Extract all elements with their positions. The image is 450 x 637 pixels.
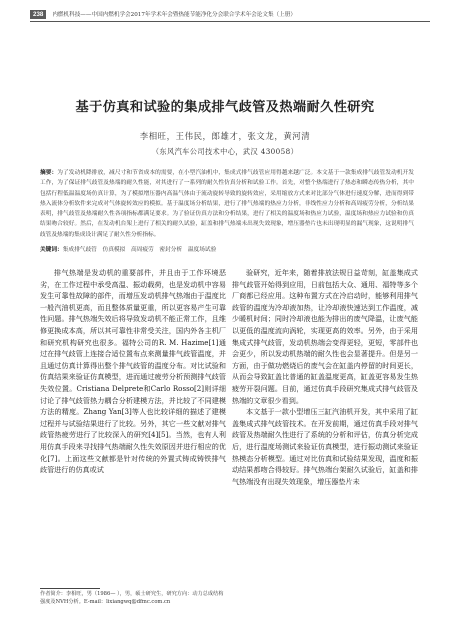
abstract: [40, 168, 414, 240]
affiliation: （东风汽车公司技术中心，武汉 430058）: [151, 147, 299, 156]
body-column-left: [40, 267, 226, 572]
author-footnote: 作者简介：李相旺，男（1986— ），男，硕士研究生，研究方向：动力总成结构强度及NVH分析。E-mail：lixiangwq@dfmc.com.cn: [40, 591, 224, 605]
body-paragraph: 排气热端是发动机的重要部件，并且由于工作环境恶劣，在工作过程中承受高温、振动载荷，也是发动机中容易发生可靠性故障的部件，而增压发动机排气热端由于温度比一般汽油机更高，而且整体质量更重，所以更容易产生可靠性问题。排气热端失效后将导致发动机不能正常工作，且维修更换成本高，所以其可靠性非常受关注，国内外各主机厂和研究机构研究也很多。福特公司的R. M. Hazime[1]通过在排气歧管上连接合适位置布点来测量排气歧管温度，并且通过仿真计算得出整个排气歧管的温度分布。对比试验和仿真结果来验证仿真模型，进而通过疲劳分析预测排气歧管失效位置。Cristiana Delprete和Carlo Rosso[2]则详细讨论了排气歧管热力耦合分析建模方法，并比较了不同建模方法的精度。Zhang Yan[3]等人也比较详细的描述了建模过程并与试验结果进行了比较。另外，其它一些文献对排气歧管热疲劳进行了比较深入的研究[4][5]。当然，也有人利用仿真手段来寻找排气热端耐久性失效原因并进行相应的优化[7]。上面这些文献都是针对传统的外置式铸成铸铁排气歧管进行的仿真或试: [40, 268, 226, 475]
keywords-text: 集成排气歧管 仿真模拟 高周疲劳 密封分析 温度场试验: [62, 247, 217, 253]
abstract-label: 摘要：: [40, 170, 58, 176]
body-paragraph: 本文基于一款小型增压三缸汽油机开发，其中采用了缸盖集成式排气歧管技术。在开发前期，通过仿真手段对排气歧管及热端耐久性进行了系统的分析和评估，仿真分析完成后，进行温度场测试来验证仿真模型，进行振动测试来验证热模态分析模型。通过对比仿真和试验结果发现，温度和振动结果都吻合得较好。排气热端台架耐久试验后，缸盖和排气热端没有出现失效现象，增压器垫片未: [232, 407, 418, 486]
paper-title: 基于仿真和试验的集成排气歧管及热端耐久性研究: [75, 99, 375, 114]
page-number: 238: [30, 10, 46, 19]
running-title: 内燃机科技——中国内燃机学会2017年学术年会暨热能节能净化分会联合学术年会论文集（上册）: [52, 12, 296, 18]
abstract-text: 为了发动机降排放，减尺寸和节省成本的需要，在小型汽油机中，集成式排气歧管应用得越来越广泛。本文基于一款集成排气歧管发动机开发工作，为了保证排气歧管及热端的耐久性能，对其进行了一系列的耐久性仿真分析和试验工作。首先，对整个热端进行了热态和瞬态传热分析，其中包括行程低温温度场仿真计算，为了模拟增压器内高温气体由于流动旋转导致的旋转效应，采用缩放方式来对比部分气体进行速度分解，进而得到带热入流体分析软件来完成对气体旋转效应的模拟。基于温度场分析结果，进行了排气热端的热应力分析，非线性应力分析和高周疲劳分析，分析结果表明，排气歧管及热端耐久性各项指标都满足要求。为了验证仿真方法和分析结果，进行了相关的温度场和热应力试验，温度场和热应力试验和仿真结果吻合较好。然后，在发动机台架上进行了相关的耐久试验，缸盖和排气热端未出现失效现象，增压器垫片也未出现明显的漏气现象，这说明排气歧管及热端的集成设计满足了耐久性分析指标。: [40, 170, 414, 238]
running-header: [30, 7, 430, 22]
footnote-divider: [40, 588, 100, 589]
keywords: [40, 245, 414, 255]
body-column-right: [232, 267, 418, 637]
keywords-label: 关键词：: [40, 247, 63, 253]
body-paragraph: 验研究，近年来，随着排放法规日益苛刻，缸盖集成式排气歧管开始得到应用，日前包括大众、通用、福特等多个厂商都已经应用。这种布置方式在冷启动时，能够利用排气歧管的温度为冷却液加热，让冷却液快速达到工作温度，减少暖机时间；同时冷却液也能为排出的废气降温，让废气能以更低的温度流向涡轮，实现更高的效率。另外，由于采用集成式排气歧管，发动机热端会变得更轻，更短，零部件也会更少，所以发动机热端的耐久性也会显著提升。但是另一方面，由于做功燃烧后的废气会在缸盖内停留的时间更长，从而会导致缸盖比普通的缸盖温度更高，缸盖更容易发生热疲劳开裂问题。目前，通过仿真手段研究集成式排气歧管及热端的文章很少看到。: [232, 268, 418, 405]
author-list: 李相旺，王伟民，郎雄才，张文龙，黄河清: [139, 131, 311, 141]
